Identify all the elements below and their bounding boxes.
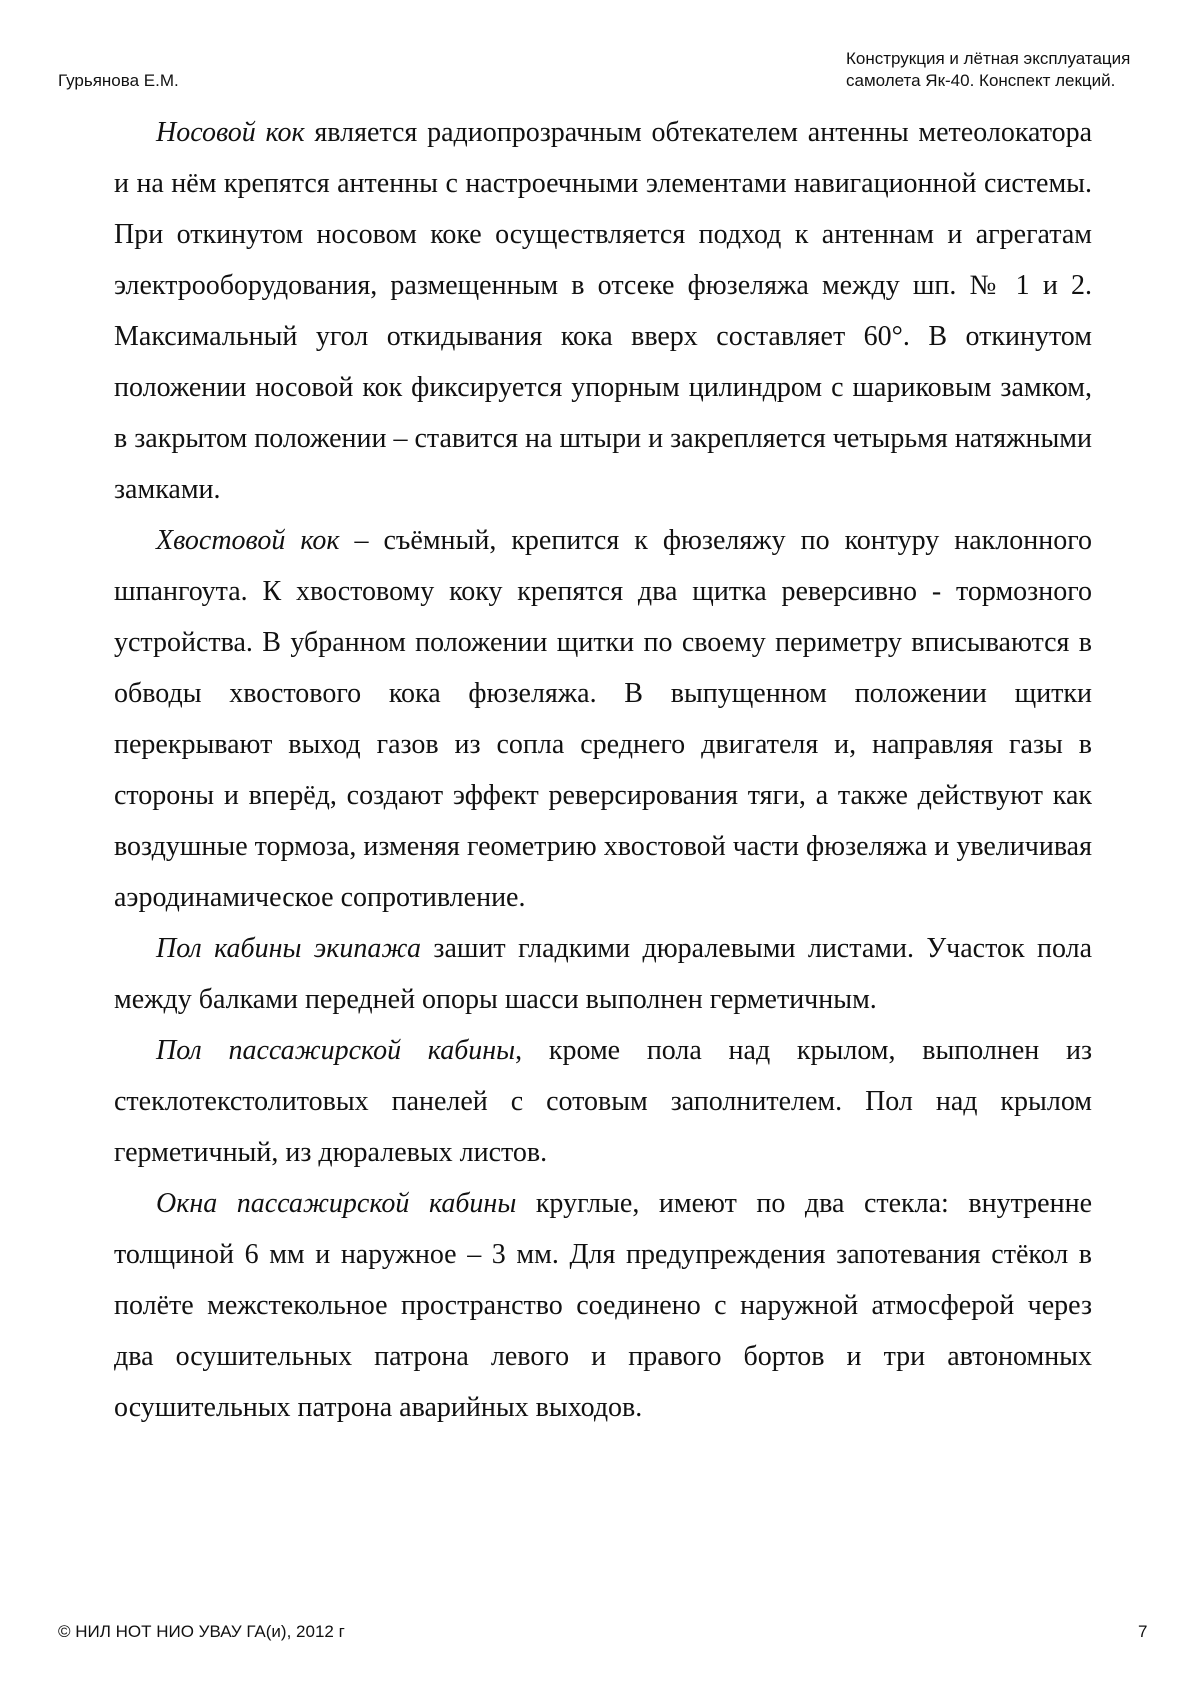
term-crew-cabin-floor: Пол кабины экипажа: [156, 933, 421, 964]
paragraph-text: зашит гладкими дюралевыми листами. Участок пола между балками передней опоры шасси выполнен герметичным.: [114, 933, 1092, 1015]
header-title-line-2: самолета Як-40. Конспект лекций.: [846, 71, 1116, 90]
footer-copyright: © НИЛ НОТ НИО УВАУ ГА(и), 2012 г: [58, 1622, 345, 1641]
term-passenger-cabin-floor: Пол пассажирской кабины: [156, 1035, 516, 1066]
header-document-title: [846, 48, 1166, 92]
term-nose-cone: Носовой кок: [156, 117, 305, 148]
paragraph-nose-cone: [114, 107, 1092, 515]
paragraph-tail-cone: [114, 515, 1092, 923]
paragraph-text: – съёмный, крепится к фюзеляжу по контуру наклонного шпангоута. К хвостовому коку крепятся два щитка реверсивно - тормозного устройства. В убранном положении щитки по своему периметру вписываются в обводы хвостового кока фюзеляжа. В выпущенном положении щитки перекрывают выход газов из сопла среднего двигателя и, направляя газы в стороны и вперёд, создают эффект реверсирования тяги, а также действуют как воздушные тормоза, изменяя геометрию хвостовой части фюзеляжа и увеличивая аэродинамическое сопротивление.: [114, 525, 1092, 913]
document-body: [114, 107, 1092, 1433]
paragraph-passenger-cabin-windows: [114, 1178, 1092, 1433]
term-tail-cone: Хвостовой кок: [156, 525, 340, 556]
paragraph-text: является радиопрозрачным обтекателем антенны метеолокатора и на нём крепятся антенны с настроечными элементами навигационной системы. При откинутом носовом коке осуществляется подход к антеннам и агрегатам электрооборудования, размещенным в отсеке фюзеляжа между шп. № 1 и 2. Максимальный угол откидывания кока вверх составляет 60°. В откинутом положении носовой кок фиксируется упорным цилиндром с шариковым замком, в закрытом положении – ставится на штыри и закрепляется четырьмя натяжными замками.: [114, 117, 1092, 505]
paragraph-text: круглые, имеют по два стекла: внутренне толщиной 6 мм и наружное – 3 мм. Для предупреждения запотевания стёкол в полёте межстекольное пространство соединено с наружной атмосферой через два осушительных патрона левого и правого бортов и три автономных осушительных патрона аварийных выходов.: [114, 1188, 1092, 1423]
term-passenger-cabin-windows: Окна пассажирской кабины: [156, 1188, 517, 1219]
header-author: Гурьянова Е.М.: [58, 71, 179, 90]
paragraph-crew-cabin-floor: [114, 923, 1092, 1025]
header-title-line-1: Конструкция и лётная эксплуатация: [846, 49, 1131, 68]
paragraph-passenger-cabin-floor: [114, 1025, 1092, 1178]
paragraph-text: , кроме пола над крылом, выполнен из стеклотекстолитовых панелей с сотовым заполнителем. Пол над крылом герметичный, из дюралевых листов.: [114, 1035, 1093, 1168]
page-number: 7: [1138, 1622, 1148, 1641]
